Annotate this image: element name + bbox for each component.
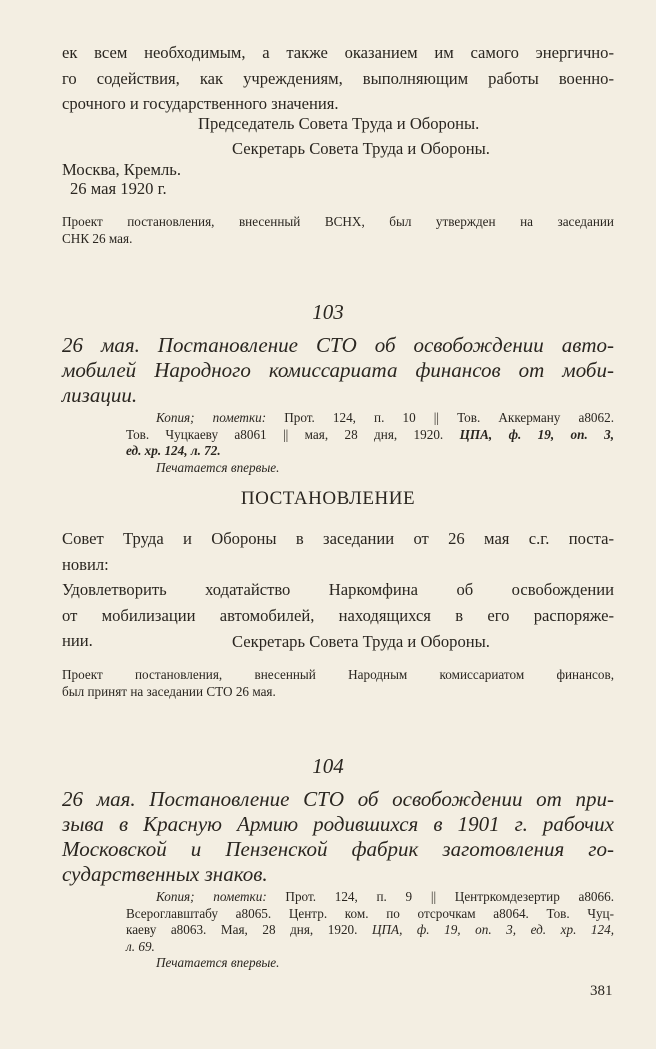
title-line: мобилей Народного комиссариата финансов от моби-	[62, 358, 614, 382]
title-line: Московской и Пензенской фабрик заготовления го-	[62, 837, 614, 861]
body-line: новил:	[62, 554, 109, 574]
title-line: зыва в Красную Армию родившихся в 1901 г. рабочих	[62, 812, 614, 836]
note-line: был принят на заседании СТО 26 мая.	[62, 684, 276, 699]
body-line: от мобилизации автомобилей, находящихся в его распоряже-	[62, 605, 614, 625]
intro-line: срочного и государственного значения.	[62, 94, 339, 113]
page-number: 381	[590, 983, 613, 999]
source-text: каеву а8063. Мая, 28 дня, 1920.	[126, 922, 358, 937]
archive-ref: л. 69.	[126, 938, 155, 954]
source-text: Прот. 124, п. 10 || Тов. Аккерману а8062.	[284, 410, 615, 425]
title-line: сударственных знаков.	[62, 862, 268, 886]
document-title-103	[62, 333, 614, 408]
document-title-104	[62, 787, 614, 887]
title-line: 26 мая. Постановление СТО об освобождении от при-	[62, 787, 614, 811]
secretary-signature: Секретарь Совета Труда и Обороны.	[232, 139, 490, 158]
archive-ref: ед. хр. 124, л. 72.	[126, 443, 221, 458]
secretary-signature-103: Секретарь Совета Труда и Обороны.	[232, 632, 490, 651]
source-text: Тов. Чуцкаеву а8061 || мая, 28 дня, 1920.	[126, 426, 444, 442]
printed-first-note: Печатается впервые.	[156, 459, 280, 475]
editorial-note-103	[62, 666, 614, 700]
source-note-103	[126, 410, 614, 476]
resolution-heading: ПОСТАНОВЛЕНИЕ	[240, 488, 416, 509]
place-line: Москва, Кремль.	[62, 160, 181, 179]
source-label: Копия; пометки:	[156, 889, 267, 904]
source-line	[126, 410, 614, 427]
printed-first-note: Печатается впервые.	[156, 955, 280, 970]
chairman-signature: Председатель Совета Труда и Обороны.	[198, 114, 480, 133]
source-text: Прот. 124, п. 9 || Центркомдезертир а8066.	[285, 889, 615, 904]
archive-ref: ЦПА, ф. 19, оп. 3, ед. хр. 124,	[371, 922, 614, 937]
source-line	[126, 889, 614, 906]
source-line	[126, 427, 614, 444]
document-number-103: 103	[312, 300, 344, 324]
source-line	[126, 922, 614, 939]
intro-line: ек всем необходимым, а также оказанием им самого энергично-	[62, 43, 614, 62]
intro-line: го содействия, как учреждениям, выполняющим работы военно-	[62, 68, 614, 88]
source-line: Всероглавштабу а8065. Центр. ком. по отсрочкам а8064. Тов. Чуц-	[126, 905, 614, 921]
body-line: Удовлетворить ходатайство Наркомфина об освобождении	[62, 580, 614, 599]
body-line: Совет Труда и Обороны в заседании от 26 мая с.г. поста-	[62, 529, 614, 548]
intro-paragraph	[62, 40, 614, 117]
note-line: Проект постановления, внесенный Народным комиссариатом финансов,	[62, 667, 614, 682]
date-line: 26 мая 1920 г.	[70, 179, 167, 198]
note-line: Проект постановления, внесенный ВСНХ, был утвержден на заседании	[62, 214, 614, 229]
body-line: нии.	[62, 631, 93, 650]
note-line: СНК 26 мая.	[62, 231, 133, 246]
document-number-104: 104	[312, 754, 344, 778]
archive-ref: ЦПА, ф. 19, оп. 3,	[459, 426, 615, 442]
title-line: лизации.	[62, 383, 138, 407]
source-label: Копия; пометки:	[156, 410, 267, 425]
editorial-note-1	[62, 213, 614, 247]
title-line: 26 мая. Постановление СТО об освобождении авто-	[62, 333, 614, 357]
source-note-104	[126, 889, 614, 972]
